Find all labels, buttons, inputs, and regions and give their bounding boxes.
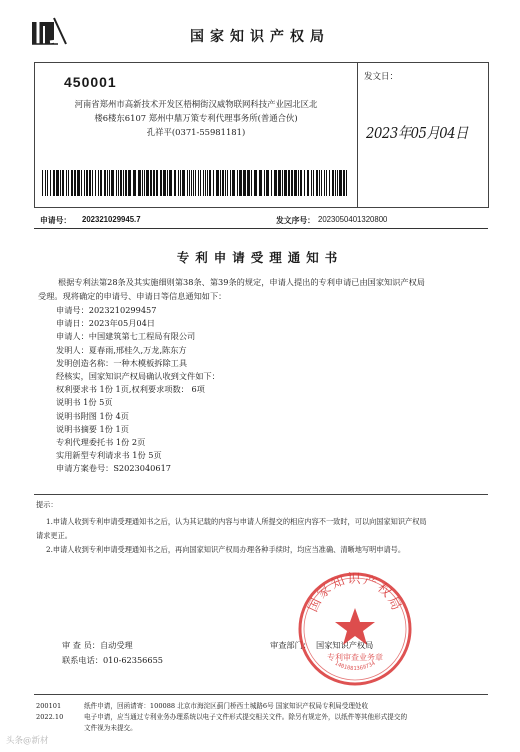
barcode-bar bbox=[251, 170, 252, 196]
barcode-bar bbox=[346, 170, 347, 196]
barcode-bar bbox=[174, 170, 176, 196]
barcode-bar bbox=[68, 170, 69, 196]
barcode-bar bbox=[232, 170, 235, 196]
barcode-bar bbox=[198, 170, 199, 196]
barcode-bar bbox=[156, 170, 158, 196]
barcode-bar bbox=[56, 170, 59, 196]
barcode-bar bbox=[332, 170, 334, 196]
barcode-bar bbox=[189, 170, 190, 196]
barcode-bar bbox=[89, 170, 91, 196]
barcode-bar bbox=[144, 170, 145, 196]
doc-abstract: 说明书摘要 1份 1页 bbox=[56, 423, 129, 434]
serial-no-value: 2023050401320800 bbox=[318, 215, 388, 224]
barcode-bar bbox=[243, 170, 246, 196]
seal-serial: 1401081369734 bbox=[333, 660, 377, 673]
barcode-bar bbox=[207, 170, 208, 196]
footer-line-1: 纸件申请，回函请寄：100088 北京市海淀区蓟门桥西土城路6号 国家知识产权局专利局受理处收 bbox=[84, 702, 369, 710]
barcode-bar bbox=[142, 170, 143, 196]
barcode-bar bbox=[324, 170, 325, 196]
barcode-bar bbox=[66, 170, 67, 196]
barcode-bar bbox=[182, 170, 185, 196]
field-case-no: 申请方案卷号：S2023040617 bbox=[56, 463, 172, 474]
application-fields bbox=[56, 304, 476, 475]
barcode-bar bbox=[104, 170, 106, 196]
field-inventors: 发明人：夏春雨,邢桂久,万龙,陈东方 bbox=[56, 344, 187, 355]
barcode-bar bbox=[227, 170, 228, 196]
barcode-bar bbox=[116, 170, 117, 196]
barcode-bar bbox=[278, 170, 281, 196]
barcode-bar bbox=[329, 170, 330, 196]
application-no-value: 202321029945.7 bbox=[82, 215, 141, 224]
barcode-bar bbox=[167, 170, 168, 196]
barcode-bar bbox=[60, 170, 61, 196]
note-1-line-2: 请求更正。 bbox=[36, 531, 72, 540]
notes-label: 提示： bbox=[36, 500, 58, 509]
doc-claims: 权利要求书 1份 1页,权利要求项数： 6项 bbox=[56, 384, 205, 395]
barcode-bar bbox=[153, 170, 155, 196]
barcode-bar bbox=[216, 170, 219, 196]
barcode-bar bbox=[53, 170, 55, 196]
doc-drawings: 说明书附图 1份 4页 bbox=[56, 410, 129, 421]
mailing-address bbox=[40, 97, 352, 139]
barcode-bar bbox=[343, 170, 345, 196]
barcode-bar bbox=[319, 170, 320, 196]
note-2: 2.申请人收到专利申请受理通知书之后，再向国家知识产权局办理各种手续时，均应当准确、清晰地写明申请号。 bbox=[46, 545, 406, 554]
barcode-bar bbox=[326, 170, 327, 196]
address-line-2: 楼6楼东6107 郑州中鼎万策专利代理事务所(普通合伙) bbox=[94, 113, 298, 123]
divider bbox=[34, 694, 488, 695]
barcode-bar bbox=[107, 170, 108, 196]
field-verified-docs: 经核实，国家知识产权局确认收到文件如下： bbox=[56, 370, 220, 381]
barcode-bar bbox=[313, 170, 314, 196]
footer-line-2: 电子申请，应当通过专利业务办理系统以电子文件形式提交相关文件。除另有规定外，以纸件等其他形式提交的 bbox=[84, 713, 408, 721]
barcode-bar bbox=[225, 170, 226, 196]
barcode-bar bbox=[138, 170, 141, 196]
barcode-bar bbox=[47, 170, 48, 196]
contact-phone: 联系电话：010-62356655 bbox=[62, 655, 164, 665]
barcode-bar bbox=[62, 170, 64, 196]
field-application-no: 申请号：2023210299457 bbox=[56, 305, 157, 315]
doc-utility-request: 实用新型专利请求书 1份 5页 bbox=[56, 450, 162, 461]
barcode-bar bbox=[111, 170, 114, 196]
barcode-bar bbox=[95, 170, 96, 196]
barcode-bar bbox=[291, 170, 293, 196]
barcode-bar bbox=[92, 170, 93, 196]
barcode-bar bbox=[74, 170, 76, 196]
barcode-bar bbox=[146, 170, 149, 196]
barcode-bar bbox=[123, 170, 124, 196]
barcode bbox=[42, 170, 348, 196]
barcode-bar bbox=[282, 170, 283, 196]
barcode-bar bbox=[42, 170, 43, 196]
barcode-bar bbox=[307, 170, 309, 196]
barcode-bar bbox=[195, 170, 196, 196]
barcode-bar bbox=[203, 170, 204, 196]
address-line-3: 孔祥平(0371-55981181) bbox=[146, 127, 246, 137]
seal-text-bottom: 专利审查业务章 bbox=[327, 653, 383, 662]
barcode-bar bbox=[50, 170, 51, 196]
serial-no-label: 发文序号： bbox=[276, 216, 315, 225]
address-line-1: 河南省郑州市高新技术开发区梧桐街汉威物联网科技产业园北区北 bbox=[74, 99, 318, 109]
field-invention-name: 发明创造名称：一种木模板拆除工具 bbox=[56, 357, 188, 368]
barcode-bar bbox=[180, 170, 181, 196]
seal-text-top: 国家知识产权局 bbox=[305, 572, 405, 615]
barcode-bar bbox=[264, 170, 265, 196]
postcode: 450001 bbox=[64, 74, 117, 90]
barcode-bar bbox=[205, 170, 206, 196]
barcode-bar bbox=[222, 170, 224, 196]
doc-description: 说明书 1份 5页 bbox=[56, 397, 113, 408]
barcode-bar bbox=[84, 170, 85, 196]
barcode-bar bbox=[120, 170, 122, 196]
barcode-bar bbox=[77, 170, 80, 196]
application-no-label: 申请号： bbox=[40, 216, 72, 225]
barcode-bar bbox=[86, 170, 88, 196]
barcode-bar bbox=[125, 170, 127, 196]
form-date: 2022.10 bbox=[36, 713, 64, 721]
barcode-bar bbox=[160, 170, 162, 196]
form-code: 200101 bbox=[36, 702, 62, 710]
barcode-bar bbox=[304, 170, 305, 196]
barcode-bar bbox=[284, 170, 287, 196]
barcode-bar bbox=[271, 170, 272, 196]
barcode-bar bbox=[294, 170, 297, 196]
barcode-bar bbox=[100, 170, 102, 196]
barcode-bar bbox=[150, 170, 152, 196]
barcode-bar bbox=[178, 170, 179, 196]
barcode-bar bbox=[337, 170, 338, 196]
barcode-bar bbox=[109, 170, 110, 196]
agency-name: 国家知识产权局 bbox=[190, 29, 330, 45]
doc-power-of-attorney: 专利代理委托书 1份 2页 bbox=[56, 436, 146, 447]
barcode-bar bbox=[209, 170, 211, 196]
note-1-line-1: 1.申请人收到专利申请受理通知书之后，认为其记载的内容与申请人所提交的相应内容不一致时，可以向国家知识产权局 bbox=[46, 517, 427, 526]
barcode-bar bbox=[45, 170, 46, 196]
barcode-bar bbox=[163, 170, 166, 196]
barcode-bar bbox=[193, 170, 194, 196]
field-application-date: 申请日：2023年05月04日 bbox=[56, 318, 155, 329]
barcode-bar bbox=[187, 170, 188, 196]
barcode-bar bbox=[237, 170, 238, 196]
barcode-bar bbox=[274, 170, 277, 196]
send-date-label: 发文日： bbox=[364, 72, 399, 82]
barcode-bar bbox=[316, 170, 318, 196]
reviewer: 审 查 员：自动受理 bbox=[62, 640, 133, 650]
barcode-bar bbox=[200, 170, 201, 196]
barcode-bar bbox=[118, 170, 119, 196]
barcode-bar bbox=[288, 170, 290, 196]
field-applicant: 申请人：中国建筑第七工程局有限公司 bbox=[56, 331, 196, 342]
watermark: 头条@新材 bbox=[6, 736, 49, 746]
barcode-bar bbox=[213, 170, 214, 196]
divider bbox=[34, 228, 488, 229]
barcode-bar bbox=[254, 170, 257, 196]
barcode-bar bbox=[71, 170, 73, 196]
barcode-bar bbox=[266, 170, 269, 196]
notice-title: 专利申请受理通知书 bbox=[176, 250, 344, 265]
department-value: 国家知识产权局 bbox=[316, 640, 374, 650]
department-label: 审查部门： bbox=[270, 640, 311, 650]
send-date-value: 2023年05月04日 bbox=[366, 124, 468, 142]
footer-line-3: 文件视为未提交。 bbox=[84, 724, 137, 732]
barcode-bar bbox=[81, 170, 82, 196]
intro-line-2: 受理。现将确定的申请号、申请日等信息通知如下： bbox=[38, 291, 227, 301]
barcode-bar bbox=[133, 170, 136, 196]
barcode-bar bbox=[300, 170, 302, 196]
barcode-bar bbox=[247, 170, 250, 196]
barcode-bar bbox=[311, 170, 312, 196]
barcode-bar bbox=[98, 170, 99, 196]
barcode-bar bbox=[191, 170, 192, 196]
official-seal bbox=[296, 570, 414, 688]
barcode-bar bbox=[335, 170, 336, 196]
barcode-bar bbox=[239, 170, 242, 196]
barcode-bar bbox=[128, 170, 131, 196]
barcode-bar bbox=[339, 170, 342, 196]
intro-line-1: 根据专利法第28条及其实施细则第38条、第39条的规定，申请人提出的专利申请已由国家知识产权局 bbox=[58, 277, 425, 287]
barcode-bar bbox=[298, 170, 299, 196]
barcode-bar bbox=[169, 170, 172, 196]
barcode-bar bbox=[220, 170, 221, 196]
barcode-bar bbox=[259, 170, 262, 196]
barcode-bar bbox=[321, 170, 322, 196]
divider bbox=[34, 494, 488, 495]
barcode-bar bbox=[230, 170, 231, 196]
